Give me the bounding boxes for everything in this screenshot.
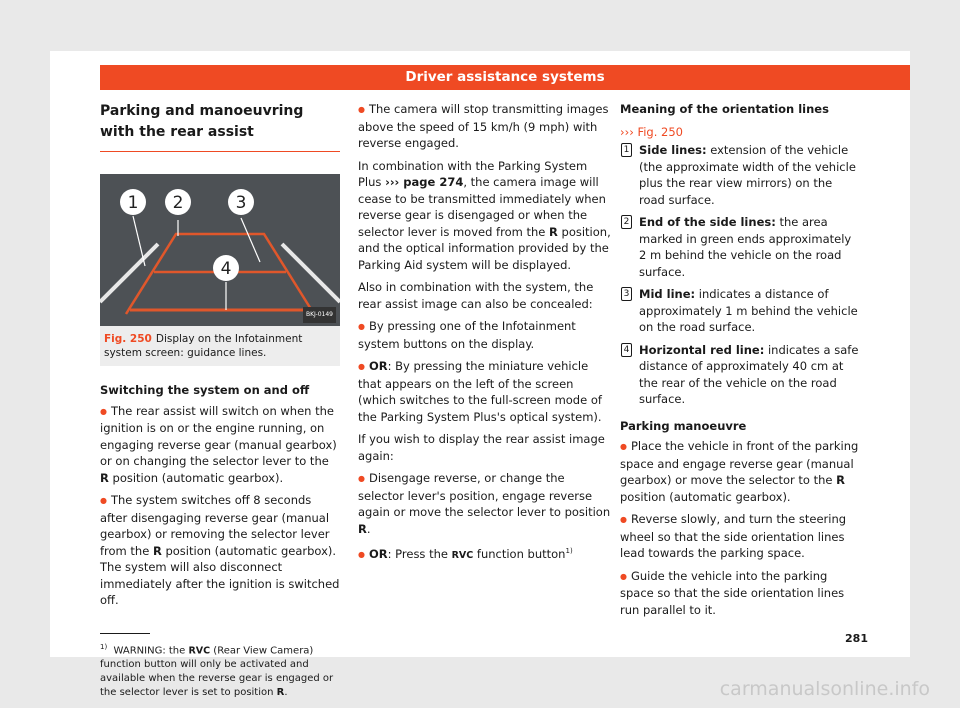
watermark: carmanualsonline.info: [719, 678, 930, 700]
footnote: $^{1)}$ WARNING: the RVC (Rear View Camera) function button will only be activated and available when the reverse gear is engaged or the selector lever is set to position R.: [100, 642, 334, 698]
infotainment-bullet: ● By pressing one of the Infotainment system buttons on the display.: [358, 318, 614, 352]
disengage-bullet: ● Disengage reverse, or change the selector lever's position, engage reverse again or move the selector lever to position R.: [358, 470, 614, 537]
orientation-item-4: 4 Horizontal red line: indicates a safe distance of approximately 40 cm at the rear of the vehicle on the road surface.: [620, 342, 860, 408]
rvc-bullet: ● OR: Press the RVC function button$^{1)}$: [358, 543, 614, 564]
figure-caption: [100, 326, 340, 366]
figure-number: Fig. 250: [104, 333, 152, 345]
column-middle: [358, 101, 614, 570]
switching-heading: Switching the system on and off: [100, 383, 310, 397]
switch-off-bullet: ● The system switches off 8 seconds after disengaging reverse gear (manual gearbox) or removing the selector lever from the R position (automatic gearbox). The system will also disconnect immediately after the ignition is switched off.: [100, 492, 340, 609]
orientation-heading: Meaning of the orientation lines: [620, 102, 829, 116]
column-left: [100, 101, 340, 700]
number-badge: 2: [621, 215, 632, 229]
callout-2-label: 2: [172, 193, 184, 213]
figure-code: BKJ-0149: [303, 307, 336, 324]
number-badge: 1: [621, 143, 632, 157]
chapter-header: Driver assistance systems: [100, 65, 910, 90]
reverse-slowly-bullet: ● Reverse slowly, and turn the steering wheel so that the side orientation lines lead towards the parking space.: [620, 511, 860, 562]
orientation-item-1: 1 Side lines: extension of the vehicle (the approximate width of the vehicle plus the rear view mirrors) on the road surface.: [620, 142, 860, 208]
figure-caption-text: Display on the Infotainment system screen: guidance lines.: [104, 333, 303, 359]
miniature-vehicle-bullet: ● OR: By pressing the miniature vehicle that appears on the left of the screen (which switches to the full-screen mode of the Parking System Plus's optical system).: [358, 358, 614, 425]
section-title: Parking and manoeuvring with the rear assist: [100, 101, 340, 152]
guide-vehicle-bullet: ● Guide the vehicle into the parking space so that the side orientation lines run parallel to it.: [620, 568, 860, 619]
parking-manoeuvre-heading: Parking manoeuvre: [620, 418, 747, 433]
callout-1-label: 1: [127, 193, 139, 213]
callout-4-label: 4: [220, 259, 232, 279]
conceal-paragraph: Also in combination with the system, the rear assist image can also be concealed:: [358, 280, 594, 311]
number-badge: 3: [621, 287, 632, 301]
parking-plus-paragraph: In combination with the Parking System Plus ››› page 274, the camera image will cease to be transmitted immediately when reverse gear is disengaged or when the selector lever is moved from the R position, and the optical information provided by the Parking Aid system will be displayed.: [358, 158, 611, 272]
figure-reference-link[interactable]: ››› Fig. 250: [620, 124, 683, 139]
page-reference-link[interactable]: ››› page 274: [385, 175, 464, 189]
display-again-paragraph: If you wish to display the rear assist image again:: [358, 432, 605, 463]
speed-bullet: ● The camera will stop transmitting images above the speed of 15 km/h (9 mph) with reverse engaged.: [358, 101, 614, 152]
place-vehicle-bullet: ● Place the vehicle in front of the parking space and engage reverse gear (manual gearbox) or move the selector to the R position (automatic gearbox).: [620, 438, 860, 505]
callout-3-label: 3: [235, 193, 247, 213]
switch-on-bullet: ● The rear assist will switch on when the ignition is on or the engine running, on engaging reverse gear (manual gearbox) or on changing the selector lever to the R position (automatic gearbox).: [100, 403, 340, 487]
column-right: [620, 101, 860, 624]
footnote-divider: [100, 633, 150, 634]
orientation-item-3: 3 Mid line: indicates a distance of approximately 1 m behind the vehicle on the road surface.: [620, 286, 860, 336]
guidance-lines-graphic: [100, 174, 340, 326]
rear-camera-figure: [100, 174, 340, 326]
orientation-item-2: 2 End of the side lines: the area marked in green ends approximately 2 m behind the vehicle on the road surface.: [620, 214, 860, 280]
number-badge: 4: [621, 343, 632, 357]
page-number: 281: [845, 632, 868, 645]
